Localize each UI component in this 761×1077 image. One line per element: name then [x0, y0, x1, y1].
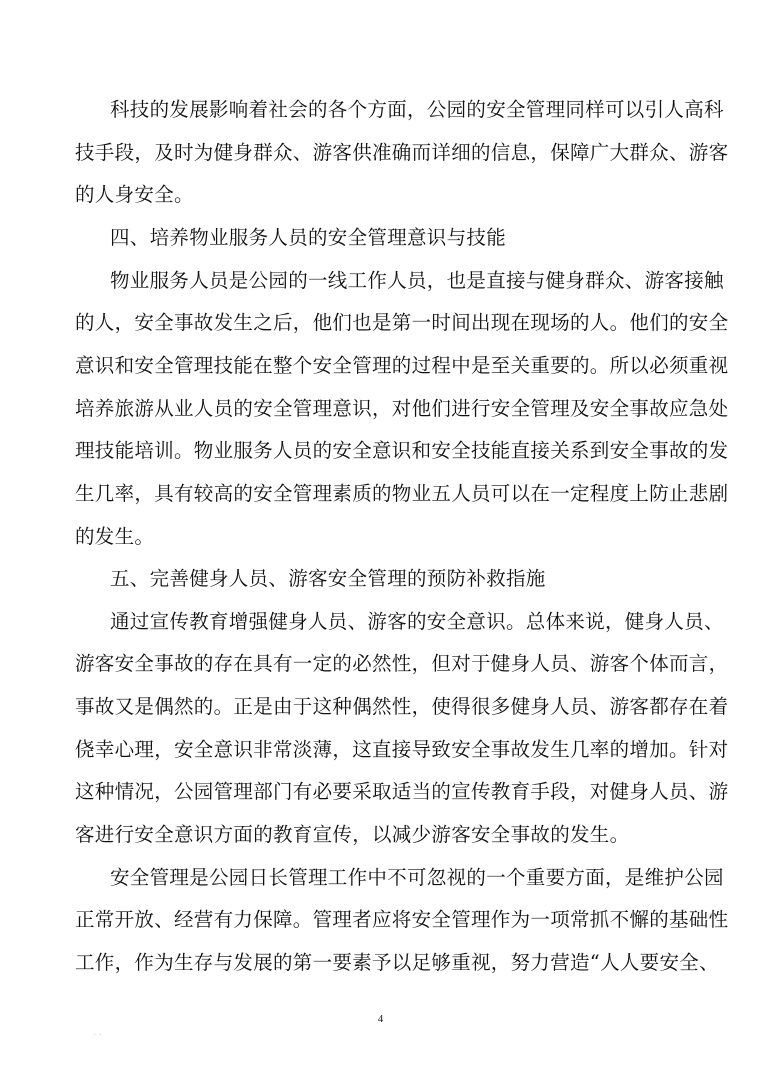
text-line: 安全管理是公园日长管理工作中不可忽视的一个重要方面，是维护公园: [110, 866, 724, 889]
corner-mark: . .: [94, 1031, 103, 1037]
text-line: 正常开放、经营有力保障。管理者应将安全管理作为一项常抓不懈的基础性: [75, 908, 729, 931]
text-line: 工作，作为生存与发展的第一要素予以足够重视，努力营造“人人要安全、: [75, 951, 719, 974]
text-line: 的人，安全事故发生之后，他们也是第一时间出现在现场的人。他们的安全: [75, 311, 729, 334]
text-line: 理技能培训。物业服务人员的安全意识和安全技能直接关系到安全事故的发: [75, 439, 729, 462]
text-line: 培养旅游从业人员的安全管理意识，对他们进行安全管理及安全事故应急处: [75, 397, 729, 420]
text-line: 这种情况，公园管理部门有必要采取适当的宣传教育手段，对健身人员、游: [75, 780, 729, 803]
text-line: 生几率，具有较高的安全管理素质的物业五人员可以在一定程度上防止悲剧: [75, 482, 729, 505]
text-line: 科技的发展影响着社会的各个方面，公园的安全管理同样可以引人高科: [110, 98, 724, 121]
text-line: 的发生。: [75, 525, 155, 548]
text-line: 技手段，及时为健身群众、游客供准确而详细的信息，保障广大群众、游客: [75, 141, 729, 164]
text-line: 侥幸心理，安全意识非常淡薄，这直接导致安全事故发生几率的增加。针对: [75, 738, 729, 761]
text-line: 事故又是偶然的。正是由于这种偶然性，使得很多健身人员、游客都存在着: [75, 695, 729, 718]
section-heading: 四、培养物业服务人员的安全管理意识与技能: [110, 226, 507, 249]
text-line: 通过宣传教育增强健身人员、游客的安全意识。总体来说，健身人员、: [110, 610, 724, 633]
text-line: 物业服务人员是公园的一线工作人员，也是直接与健身群众、游客接触: [110, 269, 724, 292]
text-line: 意识和安全管理技能在整个安全管理的过程中是至关重要的。所以必须重视: [75, 354, 729, 377]
text-line: 的人身安全。: [75, 183, 194, 206]
text-line: 游客安全事故的存在具有一定的必然性，但对于健身人员、游客个体而言，: [75, 652, 729, 675]
text-line: 客进行安全意识方面的教育宣传，以减少游客安全事故的发生。: [75, 823, 630, 846]
section-heading: 五、完善健身人员、游客安全管理的预防补救指施: [110, 567, 546, 590]
page-number: 4: [377, 1013, 384, 1025]
